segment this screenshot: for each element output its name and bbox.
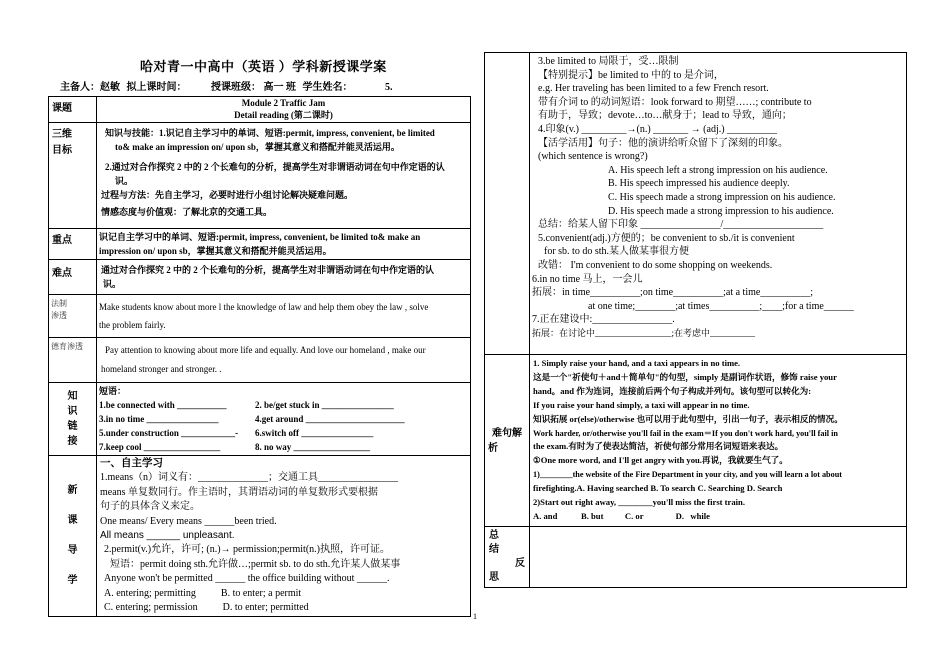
newlesson-line: 2.permit(v.)允许，许可; (n.)→ permission;permit(n.)执照，许可证。 <box>104 544 390 556</box>
goals-content <box>97 123 471 229</box>
summary-label-char: 反 <box>515 558 525 569</box>
newlesson-line: 短语：permit doing sth.允许做…;permit sb. to do sth.允许某人做某事 <box>110 558 401 570</box>
knowledge-label-char: 链 <box>67 421 78 432</box>
topic-label: 课题 <box>49 97 97 123</box>
right-line: 带有介词 to 的动词短语：look forward to 期望……; contribute to <box>538 96 812 108</box>
analysis-line: ①One more word, and I'll get angry with you.再说，我就要生气了。 <box>533 455 788 466</box>
newlesson-line: One means/ Every means ______been tried. <box>100 515 277 527</box>
phrase-item: 8. no way _________________ <box>255 442 371 452</box>
difficult-line: 通过对合作探究 2 中的 2 个长难句的分析，提高学生对非谓语动词在句中作定语的认 <box>101 265 435 275</box>
newlesson-row <box>49 456 471 617</box>
right-line: 4.印象(v.) _________→(n.) _______ → (adj.) __________ <box>538 123 778 135</box>
right-line: 拓展：in time__________;on time__________;at a time__________; <box>532 287 814 299</box>
right-line: 3.be limited to 局限于，受…限制 <box>538 56 679 67</box>
law-content <box>97 295 471 338</box>
newlesson-label-char: 学 <box>67 575 78 587</box>
number: 5. <box>385 82 393 93</box>
student-name: 学生姓名： <box>302 82 353 93</box>
phrase-item: 2. be/get stuck in ________________ <box>255 400 394 410</box>
topic-line2: Detail reading (第二课时) <box>234 110 333 120</box>
phrase-item: 4.get around ______________________ <box>255 414 405 424</box>
goal-line: 知识与技能：1.识记自主学习中的单词、短语:permit, impress, convenient, be limited <box>105 128 435 138</box>
analysis-line: If you raise your hand simply, a taxi will appear in no time. <box>533 399 750 410</box>
phrase-row <box>99 412 468 426</box>
summary-label-char: 思 <box>489 572 499 583</box>
phrase-row <box>99 440 468 454</box>
moral-line: homeland stronger and stronger. . <box>101 364 222 374</box>
newlesson-line: 1.means（n）词义有：______________；交通工具________________ <box>100 472 399 484</box>
newlesson-line: 句子的具体含义来定。 <box>100 501 200 513</box>
analysis-label-line: 难句解 <box>492 427 522 439</box>
right-top-spacer <box>485 53 530 355</box>
analysis-line: firefighting.A. Having searched B. To search C. Searching D. Search <box>533 483 783 494</box>
key-line: 识记自主学习中的单词、短语:permit, impress, convenient, be limited to& make an <box>99 232 421 242</box>
right-top-content <box>530 53 907 355</box>
analysis-label-line: 析 <box>488 442 498 454</box>
knowledge-label-char: 识 <box>67 406 78 417</box>
difficult-row <box>49 260 471 295</box>
moral-line: Pay attention to knowing about more life and equally. And love our homeland , make our <box>105 345 426 355</box>
law-line: Make students know about more l the knowledge of law and help them obey the law , solve <box>99 302 429 312</box>
difficult-label: 难点 <box>49 260 97 295</box>
analysis-row <box>485 355 907 527</box>
right-line: for sb. to do sth.某人做某事很方便 <box>544 246 689 258</box>
goals-label <box>49 123 97 229</box>
moral-label: 德育渗透 <box>49 338 97 383</box>
summary-label-char: 总 <box>489 530 499 541</box>
key-row <box>49 229 471 260</box>
goal-line: 识。 <box>115 176 134 186</box>
law-label-2: 渗透 <box>51 311 67 320</box>
goals-label-1: 三维 <box>52 129 72 140</box>
difficult-content <box>97 260 471 295</box>
right-line: 有助于，导致；devote…to…献身于；lead to 导致，通向； <box>538 110 792 122</box>
knowledge-content <box>97 383 471 456</box>
phrase-item: 6.switch off ________________ <box>255 428 374 438</box>
newlesson-heading: 一、自主学习 <box>100 458 163 469</box>
right-line: B. His speech impressed his audience deeply. <box>608 178 790 190</box>
topic-line1: Module 2 Traffic Jam <box>241 98 326 108</box>
analysis-line: hand。and 作为连词，连接前后两个句子构成并列句。该句型可以转化为: <box>533 385 812 396</box>
right-line: at one time;________;at times__________;____;for a time______ <box>588 300 854 312</box>
newlesson-label <box>49 456 97 617</box>
law-label-1: 法制 <box>51 299 67 308</box>
knowledge-heading: 短语： <box>99 386 127 396</box>
analysis-line: 1)________the website of the Fire Department in your city, and you will learn a lot about <box>533 470 842 480</box>
analysis-line: 这是一个"祈使句＋and＋简单句"的句型，simply 是副词作状语，修饰 raise your <box>533 371 837 382</box>
right-table <box>484 52 907 588</box>
phrase-row <box>99 426 468 440</box>
right-line: 7.正在建设中:________________. <box>532 314 675 326</box>
law-line: the problem fairly. <box>99 320 166 330</box>
analysis-line: 知识拓展 or(else)/otherwise 也可以用于此句型中，引出一句子，表示相反的情况。 <box>533 413 843 424</box>
key-line: impression on/ upon sb，掌握其意义和搭配并能灵活运用。 <box>99 246 332 256</box>
newlesson-label-char: 导 <box>67 545 78 557</box>
preparer: 主备人：赵敏 <box>60 82 120 93</box>
goal-line: 2.通过对合作探究 2 中的 2 个长难句的分析，提高学生对非谓语动词在句中作定语的认 <box>105 162 445 172</box>
class-label: 授课班级： 高一 班 <box>211 82 296 93</box>
phrase-row <box>99 398 468 412</box>
goal-line: to& make an impression on/ upon sb，掌握其意义和搭配并能灵活运用。 <box>115 142 400 152</box>
right-line: e.g. Her traveling has been limited to a few French resort. <box>538 83 769 95</box>
phrase-item: 1.be connected with ___________ <box>99 400 227 410</box>
law-row <box>49 295 471 338</box>
law-label <box>49 295 97 338</box>
right-line: 6.in no time 马上，一会儿 <box>532 273 643 285</box>
moral-content <box>97 338 471 383</box>
topic-row <box>49 97 471 123</box>
right-line: 【特别提示】be limited to 中的 to 是介词， <box>538 69 724 81</box>
page-title: 哈对青一中高中（英语 ）学科新授课学案 <box>140 59 387 74</box>
right-top-row <box>485 53 907 355</box>
summary-label <box>485 527 530 588</box>
summary-content[interactable] <box>530 527 907 588</box>
right-line: D. His speech made a strong impression to his audience. <box>608 205 834 217</box>
analysis-line: 2)Start out right away, ________you'll miss the first train. <box>533 497 745 508</box>
right-line: 拓展：在讨论中_________________;在考虑中__________ <box>532 327 756 338</box>
key-label: 重点 <box>49 229 97 260</box>
analysis-content <box>530 355 907 527</box>
phrase-item: 7.keep cool _________________ <box>99 442 221 452</box>
analysis-label <box>485 355 530 527</box>
goals-row <box>49 123 471 229</box>
newlesson-line: Anyone won't be permitted ______ the office building without ______. <box>104 573 390 585</box>
page-number: 1 <box>473 612 477 621</box>
right-line: C. His speech made a strong impression on his audience. <box>608 191 836 203</box>
topic-content <box>97 97 471 123</box>
knowledge-label-char: 接 <box>67 436 78 447</box>
right-line: 5.convenient(adj.)方便的；be convenient to sb./it is convenient <box>538 232 795 244</box>
analysis-line: the exam.有时为了使表达简洁，祈使句部分常用名词短语来表达。 <box>533 441 784 452</box>
newlesson-line: means 单复数同行。作主语时，其谓语动词的单复数形式要根据 <box>100 486 379 498</box>
newlesson-line: A. entering; permitting B. to enter; a permit <box>104 587 302 599</box>
newlesson-line: C. entering; permission D. to enter; permitted <box>104 602 309 614</box>
phrase-item: 5.under construction ____________- <box>99 428 239 438</box>
goals-label-2: 目标 <box>52 145 72 156</box>
difficult-line: 识。 <box>103 279 122 289</box>
analysis-line: Work harder, or/otherwise you'll fail in the exam＝If you don't work hard, you'll fail in <box>533 428 838 438</box>
right-line: 总结：给某人留下印象 ________________/____________________ <box>538 219 824 231</box>
summary-row <box>485 527 907 588</box>
analysis-line: A. and B. but C. or D. while <box>533 510 710 521</box>
analysis-line: 1. Simply raise your hand, and a taxi appears in no time. <box>533 358 741 368</box>
right-line: (which sentence is wrong?) <box>538 151 648 163</box>
goal-line: 情感态度与价值观：了解北京的交通工具。 <box>101 207 273 217</box>
newlesson-label-char: 课 <box>67 515 78 527</box>
summary-label-char: 结 <box>489 544 499 555</box>
left-table <box>48 96 471 617</box>
key-content <box>97 229 471 260</box>
meta-line <box>60 78 393 93</box>
knowledge-label-char: 知 <box>67 391 78 402</box>
newlesson-line: All means ______ unpleasant. <box>100 530 235 542</box>
phrase-item: 3.in no time ________________ <box>99 414 219 424</box>
right-line: 【活学活用】句子：他的演讲给听众留下了深刻的印象。 <box>538 137 788 149</box>
goal-line: 过程与方法：先自主学习，必要时进行小组讨论解决疑难问题。 <box>101 190 354 200</box>
knowledge-label <box>49 383 97 456</box>
right-line: A. His speech left a strong impression on his audience. <box>608 164 828 176</box>
moral-row <box>49 338 471 383</box>
right-line: 改错： I'm convenient to do some shopping on weekends. <box>538 259 773 271</box>
plan-time: 拟上课时间： <box>126 82 187 93</box>
newlesson-content <box>97 456 471 617</box>
knowledge-row <box>49 383 471 456</box>
newlesson-label-char: 新 <box>67 485 78 497</box>
